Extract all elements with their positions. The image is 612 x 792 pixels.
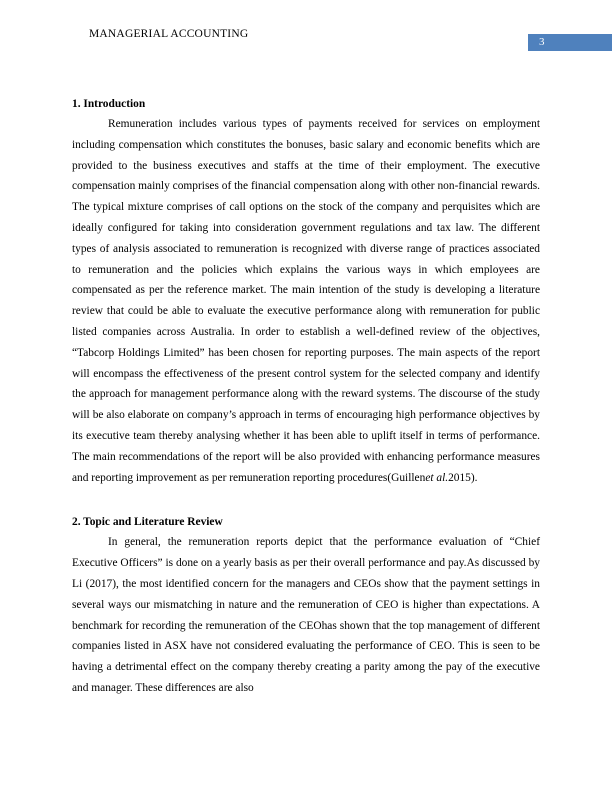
section-heading-introduction: 1. Introduction: [72, 98, 146, 110]
introduction-text: Remuneration includes various types of payments received for services on employment including compensation which constitutes the bonuses, basic salary and economic benefits which are provided to the business executives and staffs at the time of their employment. The executive compensation mainly comprises of the financial compensation along with other non-financial rewards. The typical mixture comprises of call options on the stock of the company and perquisites which are ideally configured for taking into consideration government regulations and tax law. The different types of analysis associated to remuneration is recognized with diverse range of practices associated to remuneration and the policies which explains the various ways in which employees are compensated as per the reference market. The main intention of the study is developing a literature review that could be able to evaluate the executive performance along with remuneration for public listed companies across Australia. In order to establish a well-defined review of the objectives, “Tabcorp Holdings Limited” has been chosen for reporting purposes. The main aspects of the report will encompass the effectiveness of the present control system for the selected company and identify the approach for management performance along with the reward systems. The discourse of the study will be also elaborate on company’s approach in terms of encouraging high performance objectives by its executive team thereby analysing whether it has been able to uplift itself in terms of performance. The main recommendations of the report will be also provided with enhancing performance measures and reporting improvement as per remuneration reporting procedures(Guillen: [72, 118, 540, 484]
running-header-title: MANAGERIAL ACCOUNTING: [89, 28, 249, 40]
section-heading-literature-review: 2. Topic and Literature Review: [72, 516, 223, 529]
literature-review-paragraph: [72, 532, 540, 698]
document-body: [72, 94, 540, 699]
citation-et-al: et al.: [425, 471, 449, 484]
section-spacer: [72, 488, 540, 512]
page-number-badge: [528, 34, 612, 51]
literature-review-text: In general, the remuneration reports depict that the performance evaluation of “Chief Executive Officers” is done on a yearly basis as per their overall performance and pay.As discussed by Li (2017), the most identified concern for the managers and CEOs show that the payment settings in several ways our mismatching in nature and the remuneration of CEO is higher than expectations. A benchmark for recording the remuneration of the CEOhas shown that the top management of different companies listed in ASX have not considered evaluating the performance of CEO. This is seen to be having a detrimental effect on the company thereby creating a parity among the pay of the executive and manager. These differences are also: [72, 536, 540, 694]
page-number: 3: [539, 36, 545, 48]
introduction-paragraph: [72, 114, 540, 488]
citation-year: 2015).: [448, 471, 478, 484]
